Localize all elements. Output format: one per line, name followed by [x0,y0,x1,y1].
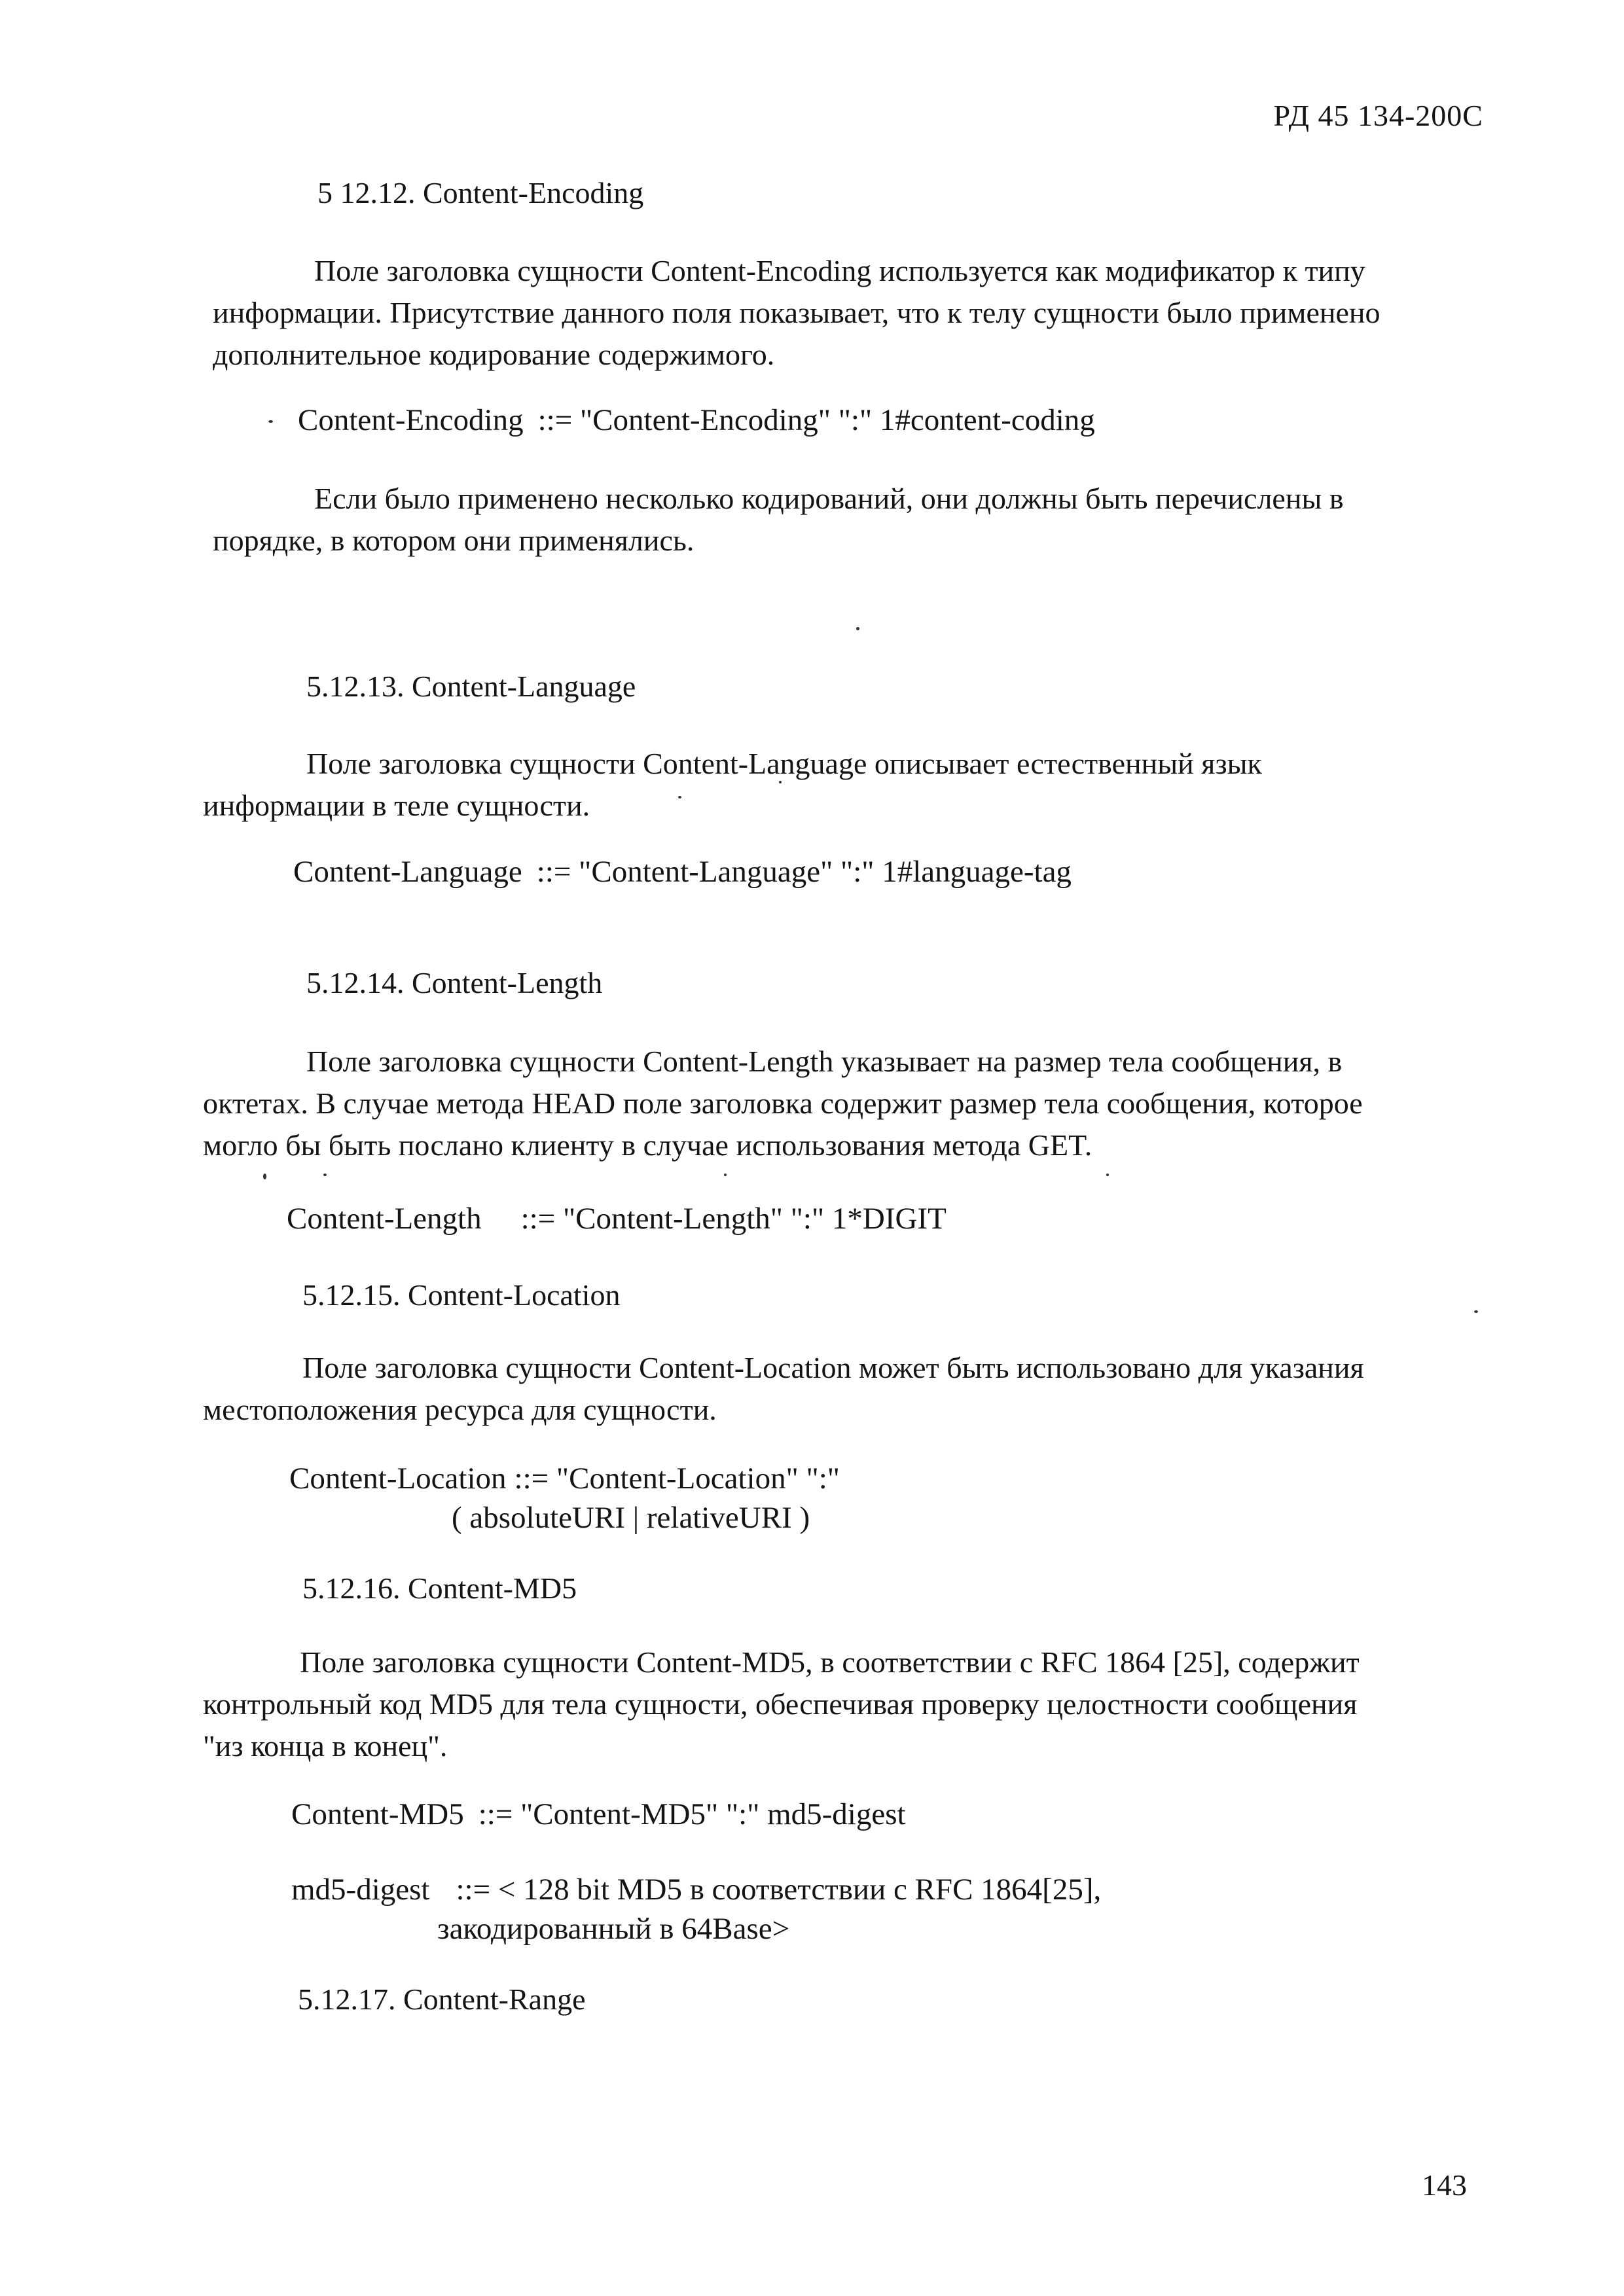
grammar-rule-continuation: ( absoluteURI | relativeURI ) [452,1501,810,1535]
rule-name: Content-Length [287,1202,482,1236]
paragraph-line: "из конца в конец". [203,1729,448,1763]
grammar-rule-content-language [293,854,1072,889]
paragraph-line: Поле заголовка сущности Content-Encoding используется как модификатор к типу [314,254,1365,287]
paragraph-line: местоположения ресурса для сущности. [203,1393,717,1426]
rule-definition: ::= "Content-Encoding" ":" 1#content-coding [537,403,1095,437]
paragraph-line: контрольный код MD5 для тела сущности, обеспечивая проверку целостности сообщения [203,1687,1358,1721]
section-heading-content-encoding: 5 12.12. Content-Encoding [317,176,644,209]
rule-name: Content-MD5 [291,1797,464,1831]
page-number: 143 [1422,2168,1467,2202]
rule-definition: ::= < 128 bit MD5 в соответствии с RFC 1864[25], [456,1873,1102,1907]
section-heading-content-range: 5.12.17. Content-Range [298,1982,586,2016]
scan-speck [724,1174,727,1176]
paragraph-line: могло бы быть послано клиенту в случае использования метода GET. [203,1128,1092,1162]
grammar-rule-content-md5 [291,1797,906,1832]
paragraph-content-language [203,743,1262,827]
rule-name: Content-Location [289,1462,507,1496]
paragraph-line: Поле заголовка сущности Content-MD5, в соответствии с RFC 1864 [25], содержит [300,1645,1360,1679]
section-heading-content-md5: 5.12.16. Content-MD5 [302,1571,577,1605]
grammar-rule-content-encoding [298,403,1095,438]
paragraph-content-md5 [203,1641,1360,1767]
rule-definition: ::= "Content-Location" ":" [514,1462,840,1496]
section-heading-content-location: 5.12.15. Content-Location [302,1278,621,1312]
scan-speck [1474,1310,1478,1313]
scan-speck [263,1174,266,1179]
rule-name: md5-digest [291,1873,430,1907]
paragraph-line: Если было применено несколько кодирований, они должны быть перечислены в [314,482,1344,515]
rule-definition: ::= "Content-MD5" ":" md5-digest [478,1797,906,1831]
paragraph-content-encoding-order [213,478,1344,562]
section-heading-content-language: 5.12.13. Content-Language [306,670,636,703]
paragraph-line: Поле заголовка сущности Content-Location может быть использовано для указания [302,1351,1364,1384]
rule-name: Content-Encoding [298,403,524,437]
paragraph-line: Поле заголовка сущности Content-Length указывает на размер тела сообщения, в [306,1045,1343,1078]
section-heading-content-length: 5.12.14. Content-Length [306,966,603,999]
paragraph-line: октетах. В случае метода HEAD поле заголовка содержит размер тела сообщения, которое [203,1086,1363,1120]
scan-speck [779,781,782,783]
rule-definition: ::= "Content-Language" ":" 1#language-tag [536,855,1072,889]
paragraph-line: Поле заголовка сущности Content-Language описывает естественный язык [306,747,1262,780]
paragraph-content-encoding [213,250,1380,376]
scan-speck [678,796,681,798]
grammar-rule-content-location [289,1461,840,1496]
document-code: РД 45 134-200С [1273,99,1483,132]
paragraph-line: дополнительное кодирование содержимого. [213,338,775,371]
paragraph-content-length [203,1041,1363,1166]
grammar-rule-content-length [287,1201,947,1236]
rule-definition: ::= "Content-Length" ":" 1*DIGIT [520,1202,947,1236]
scan-speck [323,1174,327,1176]
paragraph-line: информации в теле сущности. [203,789,590,822]
rule-name: Content-Language [293,855,522,889]
grammar-rule-md5-digest [291,1872,1101,1907]
scan-speck [856,627,859,630]
scan-speck [1106,1174,1109,1176]
paragraph-line: информации. Присутствие данного поля показывает, что к телу сущности было применено [213,296,1380,329]
scan-speck [268,420,273,423]
grammar-rule-continuation: закодированный в 64Base> [437,1912,790,1946]
paragraph-line: порядке, в котором они применялись. [213,524,695,557]
paragraph-content-location [203,1347,1364,1431]
